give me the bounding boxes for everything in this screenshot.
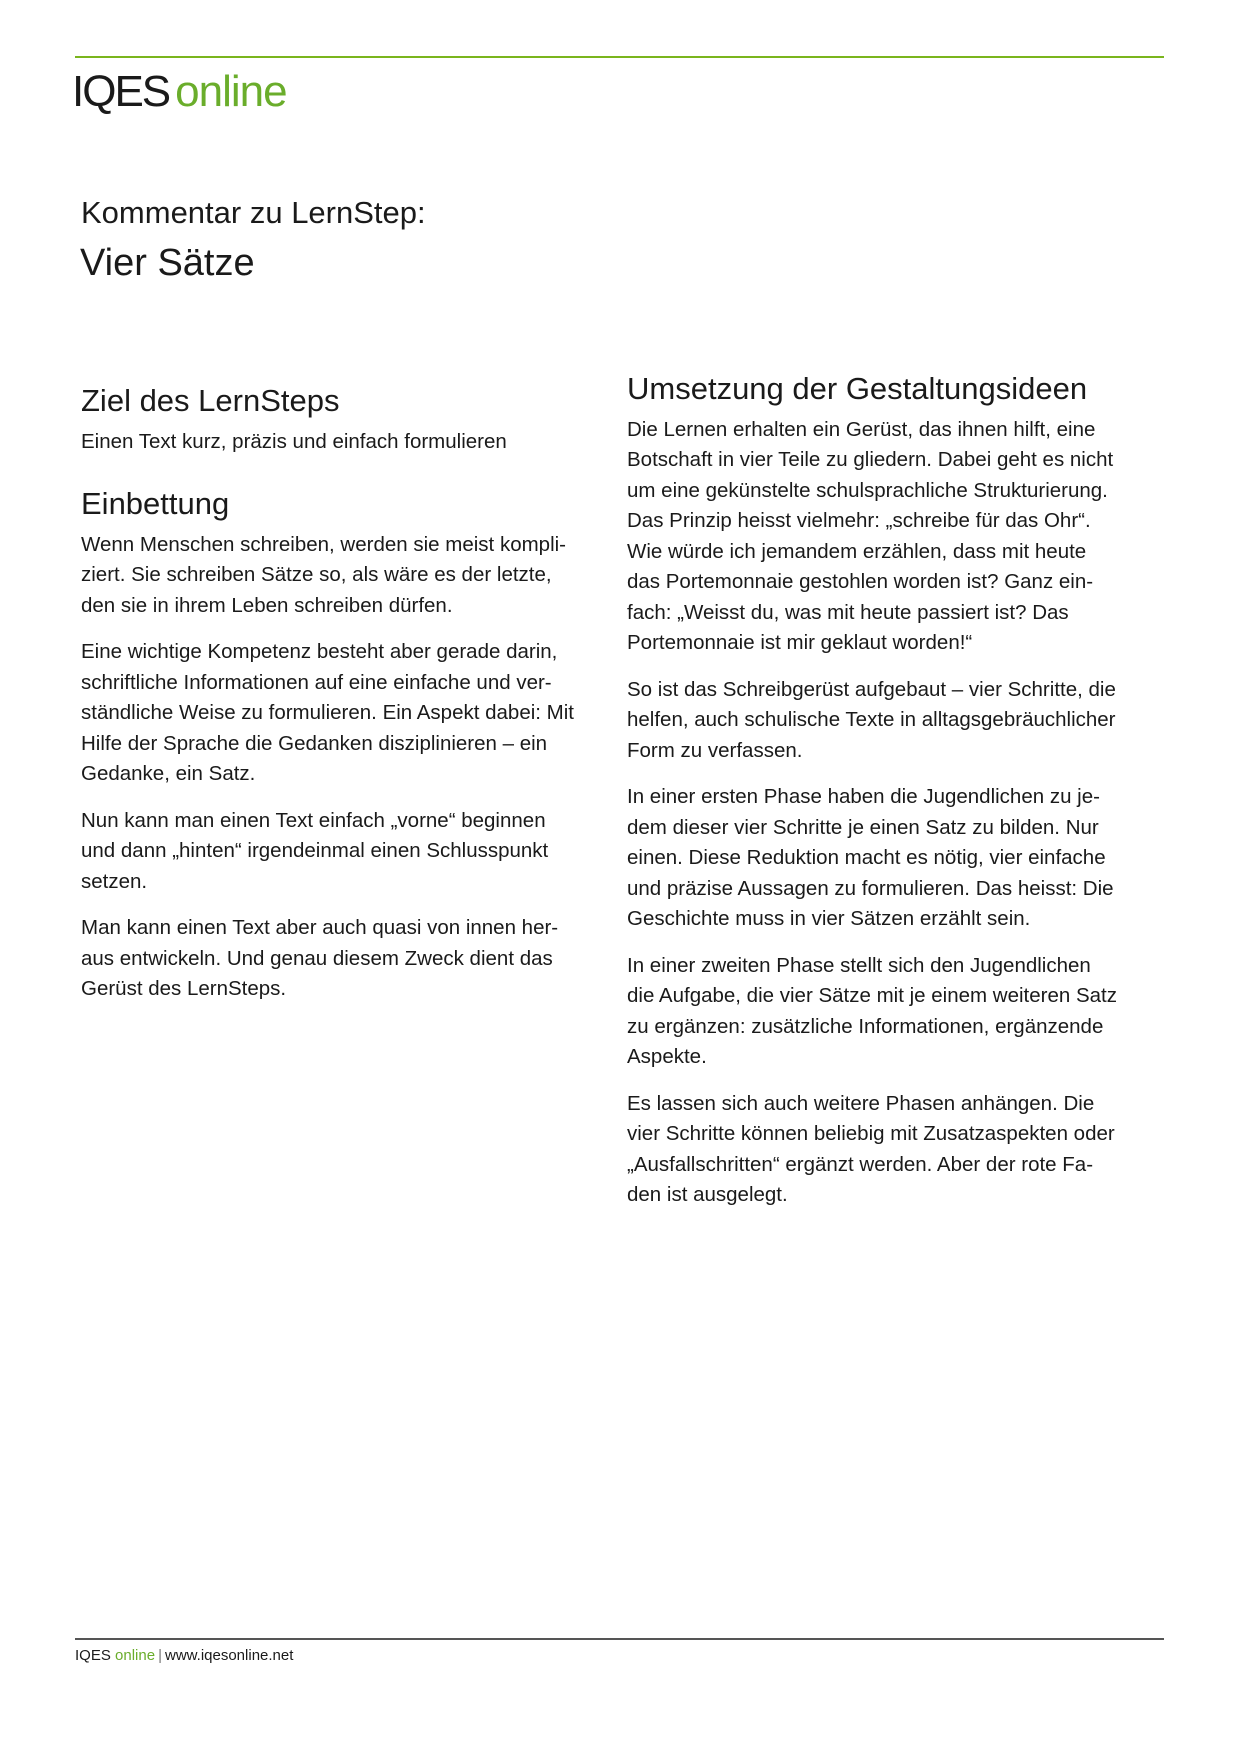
text-line: schriftliche Informationen auf eine einfache und ver-: [81, 670, 552, 694]
text-line: In einer zweiten Phase stellt sich den Jugendlichen: [627, 953, 1091, 977]
text-line: vier Schritte können beliebig mit Zusatzaspekten oder: [627, 1122, 1115, 1146]
header-rule: [75, 56, 1164, 58]
text-line: aus entwickeln. Und genau diesem Zweck dient das: [81, 946, 553, 970]
section-heading: Einbettung: [81, 486, 230, 521]
paragraph: [627, 1089, 1167, 1211]
text-line: Man kann einen Text aber auch quasi von innen her-: [81, 916, 559, 940]
footer-brand-online: online: [115, 1647, 156, 1664]
footer-separator: |: [158, 1647, 162, 1664]
text-line: um eine gekünstelte schulsprachliche Strukturierung.: [627, 478, 1108, 502]
section-ziel: [81, 383, 621, 473]
section-heading: Umsetzung der Gestaltungsideen: [627, 371, 1088, 406]
paragraph: [81, 913, 621, 1005]
section-body: [627, 415, 1167, 1211]
footer-brand-iqes: IQES: [75, 1647, 111, 1664]
paragraph: [81, 427, 621, 458]
text-line: Einen Text kurz, präzis und einfach formulieren: [81, 429, 507, 453]
text-line: Aspekte.: [627, 1045, 707, 1069]
logo-online-text: online: [175, 67, 287, 116]
text-line: So ist das Schreibgerüst aufgebaut – vier Schritte, die: [627, 677, 1116, 701]
paragraph: [627, 951, 1167, 1073]
text-line: Hilfe der Sprache die Gedanken disziplinieren – ein: [81, 731, 548, 755]
text-line: Eine wichtige Kompetenz besteht aber gerade darin,: [81, 640, 558, 664]
text-line: zu ergänzen: zusätzliche Informationen, ergänzende: [627, 1014, 1104, 1038]
footer-rule: [75, 1638, 1164, 1640]
paragraph: [627, 782, 1167, 935]
document-kicker: Kommentar zu LernStep:: [81, 195, 426, 230]
paragraph: [81, 637, 621, 790]
section-body: [81, 427, 621, 458]
text-line: Die Lernen erhalten ein Gerüst, das ihnen hilft, eine: [627, 417, 1096, 441]
text-line: das Portemonnaie gestohlen worden ist? Ganz ein-: [627, 570, 1094, 594]
text-line: Gedanke, ein Satz.: [81, 762, 256, 786]
text-line: den ist ausgelegt.: [627, 1183, 788, 1207]
paragraph: [627, 415, 1167, 659]
logo: [72, 67, 287, 116]
document-title: Vier Sätze: [80, 242, 255, 284]
text-line: die Aufgabe, die vier Sätze mit je einem weiteren Satz: [627, 984, 1117, 1008]
section-umsetzung: [627, 371, 1167, 1227]
text-line: helfen, auch schulische Texte in alltagsgebräuchlicher: [627, 708, 1116, 732]
text-line: Wie würde ich jemandem erzählen, dass mit heute: [627, 539, 1087, 563]
footer-url-link[interactable]: www.iqesonline.net: [164, 1647, 294, 1664]
text-line: Gerüst des LernSteps.: [81, 977, 287, 1001]
section-heading: Ziel des LernSteps: [81, 383, 340, 418]
paragraph: [627, 675, 1167, 767]
footer: [75, 1647, 293, 1665]
text-line: Botschaft in vier Teile zu gliedern. Dabei geht es nicht: [627, 448, 1114, 472]
text-line: setzen.: [81, 869, 148, 893]
text-line: Form zu verfassen.: [627, 738, 803, 762]
section-body: [81, 530, 621, 1005]
text-line: fach: „Weisst du, was mit heute passiert ist? Das: [627, 600, 1069, 624]
text-line: Portemonnaie ist mir geklaut worden!“: [627, 631, 973, 655]
text-line: In einer ersten Phase haben die Jugendlichen zu je-: [627, 785, 1100, 809]
paragraph: [81, 806, 621, 898]
text-line: ziert. Sie schreiben Sätze so, als wäre es der letzte,: [81, 563, 552, 587]
text-line: Wenn Menschen schreiben, werden sie meist kompli-: [81, 532, 567, 556]
logo-iqes-text: IQES: [72, 67, 170, 116]
text-line: den sie in ihrem Leben schreiben dürfen.: [81, 593, 453, 617]
text-line: Das Prinzip heisst vielmehr: „schreibe für das Ohr“.: [627, 509, 1091, 533]
text-line: einen. Diese Reduktion macht es nötig, vier einfache: [627, 846, 1106, 870]
text-line: ständliche Weise zu formulieren. Ein Aspekt dabei: Mit: [81, 701, 575, 725]
section-einbettung: [81, 486, 621, 1021]
text-line: dem dieser vier Schritte je einen Satz zu bilden. Nur: [627, 815, 1099, 839]
paragraph: [81, 530, 621, 622]
text-line: Geschichte muss in vier Sätzen erzählt sein.: [627, 907, 1031, 931]
text-line: „Ausfallschritten“ ergänzt werden. Aber der rote Fa-: [627, 1152, 1094, 1176]
text-line: Es lassen sich auch weitere Phasen anhängen. Die: [627, 1091, 1095, 1115]
text-line: Nun kann man einen Text einfach „vorne“ beginnen: [81, 808, 546, 832]
text-line: und dann „hinten“ irgendeinmal einen Schlusspunkt: [81, 839, 549, 863]
text-line: und präzise Aussagen zu formulieren. Das heisst: Die: [627, 876, 1114, 900]
